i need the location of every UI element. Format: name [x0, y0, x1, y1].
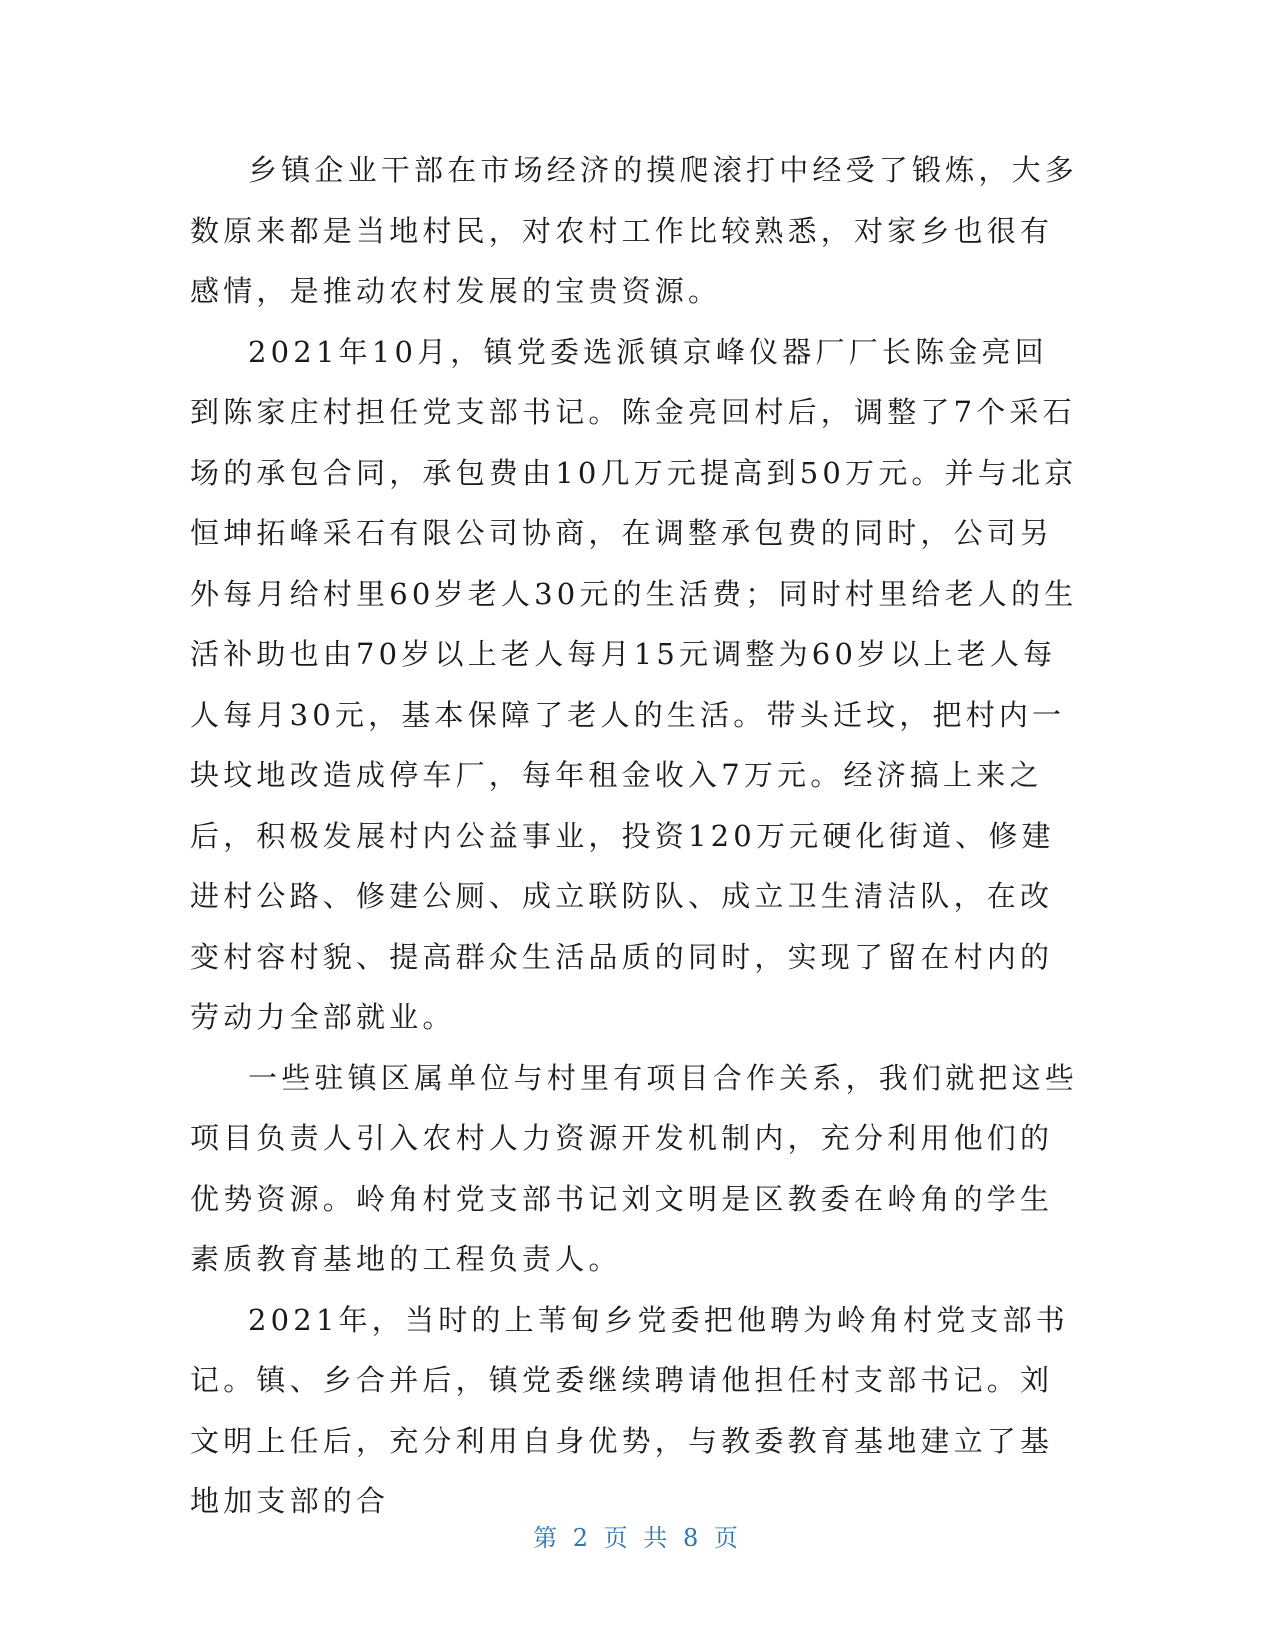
paragraph-3: 一些驻镇区属单位与村里有项目合作关系，我们就把这些项目负责人引入农村人力资源开发机制内，充分利用他们的优势资源。岭角村党支部书记刘文明是区教委在岭角的学生素质教育基地的工程负责人。 [190, 1060, 1079, 1276]
paragraph-4: 2021年，当时的上苇甸乡党委把他聘为岭角村党支部书记。镇、乡合并后，镇党委继续聘请他担任村支部书记。刘文明上任后，充分利用自身优势，与教委教育基地建立了基地加支部的合 [190, 1302, 1070, 1518]
page-number-footer: 第 2 页 共 8 页 [533, 1524, 742, 1552]
paragraph-2: 2021年10月，镇党委选派镇京峰仪器厂厂长陈金亮回到陈家庄村担任党支部书记。陈金亮回村后，调整了7个采石场的承包合同，承包费由10几万元提高到50万元。并与北京恒坤拓峰采石有限公司协商，在调整承包费的同时，公司另外每月给村里60岁老人30元的生活费；同时村里给老人的生活补助也由70岁以上老人每月15元调整为60岁以上老人每人每月30元，基本保障了老人的生活。带头迁坟，把村内一块坟地改造成停车厂，每年租金收入7万元。经济搞上来之后，积极发展村内公益事业，投资120万元硬化街道、修建进村公路、修建公厕、成立联防队、成立卫生清洁队，在改变村容村貌、提高群众生活品质的同时，实现了留在村内的劳动力全部就业。 [190, 334, 1078, 1034]
document-body [190, 140, 1080, 1532]
paragraph-1: 乡镇企业干部在市场经济的摸爬滚打中经受了锻炼，大多数原来都是当地村民，对农村工作比较熟悉，对家乡也很有感情，是推动农村发展的宝贵资源。 [190, 153, 1079, 308]
